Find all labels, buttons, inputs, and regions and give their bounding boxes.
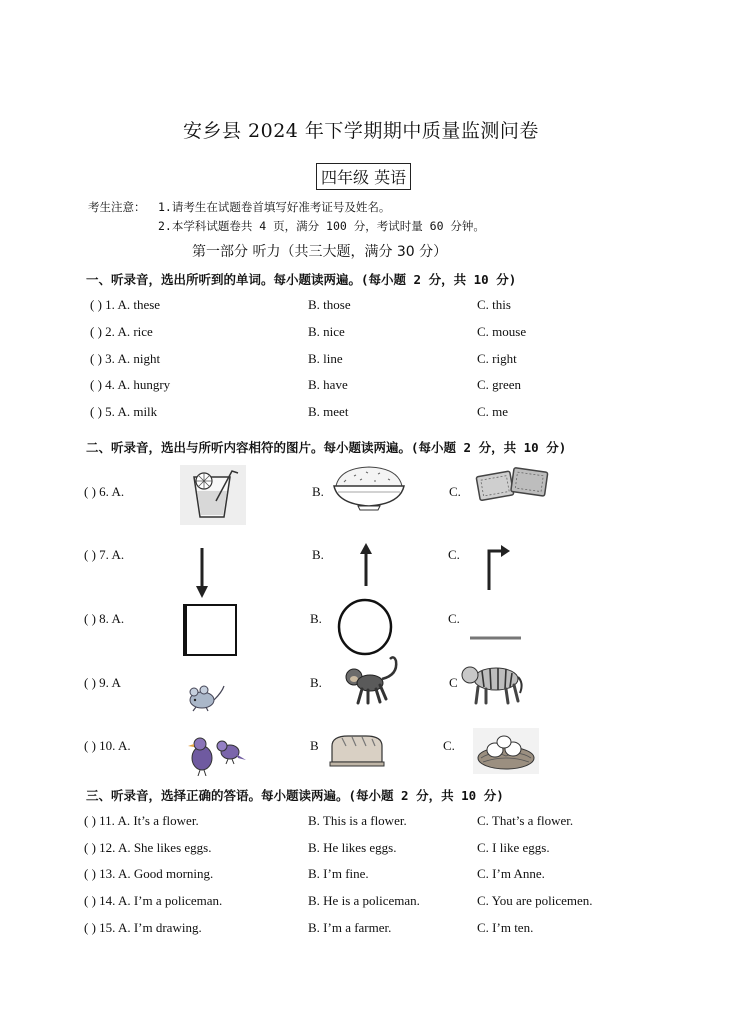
q12-option-b: B. He likes eggs.: [308, 840, 397, 855]
notes-line-1: 1.请考生在试题卷首填写好准考证号及姓名。: [158, 200, 391, 214]
q6-option-c: C.: [449, 484, 461, 499]
q14-option-b: B. He is a policeman.: [308, 893, 420, 908]
section-2-heading: 二、听录音，选出与所听内容相符的图片。每小题读两遍。(每小题 2 分，共 10 分): [86, 440, 567, 455]
square-icon: [182, 603, 238, 661]
q6-option-b: B.: [312, 484, 324, 499]
q15-option-c: C. I’m ten.: [477, 920, 534, 935]
tiger-icon: [460, 657, 526, 709]
notes-label: 考生注意：: [88, 200, 146, 214]
q8-option-c: C.: [448, 611, 460, 626]
page-subtitle: 四年级 英语: [316, 163, 411, 190]
section-1-heading: 一、听录音，选出所听到的单词。每小题读两遍。(每小题 2 分，共 10 分): [86, 272, 517, 287]
q4-option-c: C. green: [477, 377, 522, 392]
q9-option-b: B.: [310, 675, 322, 690]
question-8: ( ) 8. A.: [84, 611, 125, 626]
question-15: ( ) 15. A. I’m drawing.: [84, 920, 202, 935]
q13-option-b: B. I’m fine.: [308, 866, 369, 881]
line-icon: [469, 626, 523, 645]
question-11: ( ) 11. A. It’s a flower.: [84, 813, 199, 828]
question-1: ( ) 1. A. these: [90, 297, 161, 312]
mouse-icon: [186, 682, 228, 716]
rice-bowl-icon: [332, 464, 406, 516]
birds-icon: [180, 732, 248, 780]
circle-icon: [337, 598, 393, 660]
arrow-down-icon: [194, 548, 210, 604]
q2-option-c: C. mouse: [477, 324, 527, 339]
q10-option-b: B: [310, 738, 319, 753]
q5-option-c: C. me: [477, 404, 509, 419]
q5-option-b: B. meet: [308, 404, 349, 419]
section-3-heading: 三、听录音，选择正确的答语。每小题读两遍。(每小题 2 分，共 10 分): [86, 788, 504, 803]
q7-option-c: C.: [448, 547, 460, 562]
page-title: 安乡县 2024 年下学期期中质量监测问卷: [183, 120, 539, 142]
q15-option-b: B. I’m a farmer.: [308, 920, 392, 935]
notes-line-2: 2.本学科试题卷共 4 页，满分 100 分，考试时量 60 分钟。: [158, 219, 485, 233]
q14-option-c: C. You are policemen.: [477, 893, 593, 908]
question-4: ( ) 4. A. hungry: [90, 377, 171, 392]
bread-icon: [328, 732, 386, 772]
question-10: ( ) 10. A.: [84, 738, 131, 753]
q1-option-b: B. those: [308, 297, 351, 312]
q11-option-b: B. This is a flower.: [308, 813, 407, 828]
q10-option-c: C.: [443, 738, 455, 753]
question-13: ( ) 13. A. Good morning.: [84, 866, 214, 881]
eggs-nest-icon: [473, 728, 539, 778]
q8-option-b: B.: [310, 611, 322, 626]
q1-option-c: C. this: [477, 297, 511, 312]
question-9: ( ) 9. A: [84, 675, 121, 690]
part-heading: 第一部分 听力（共三大题，满分 30 分）: [192, 244, 448, 260]
q12-option-c: C. I like eggs.: [477, 840, 550, 855]
q11-option-c: C. That’s a flower.: [477, 813, 574, 828]
monkey-icon: [342, 655, 404, 711]
question-7: ( ) 7. A.: [84, 547, 125, 562]
q3-option-c: C. right: [477, 351, 517, 366]
q7-option-b: B.: [312, 547, 324, 562]
question-2: ( ) 2. A. rice: [90, 324, 153, 339]
question-6: ( ) 6. A.: [84, 484, 125, 499]
arrow-turn-right-icon: [484, 541, 512, 595]
question-5: ( ) 5. A. milk: [90, 404, 158, 419]
q4-option-b: B. have: [308, 377, 348, 392]
question-12: ( ) 12. A. She likes eggs.: [84, 840, 212, 855]
q3-option-b: B. line: [308, 351, 343, 366]
biscuits-icon: [474, 466, 552, 508]
question-14: ( ) 14. A. I’m a policeman.: [84, 893, 223, 908]
question-3: ( ) 3. A. night: [90, 351, 161, 366]
juice-glass-icon: [180, 465, 246, 529]
arrow-up-icon: [358, 542, 374, 590]
q13-option-c: C. I’m Anne.: [477, 866, 545, 881]
q2-option-b: B. nice: [308, 324, 345, 339]
q9-option-c: C: [449, 675, 458, 690]
